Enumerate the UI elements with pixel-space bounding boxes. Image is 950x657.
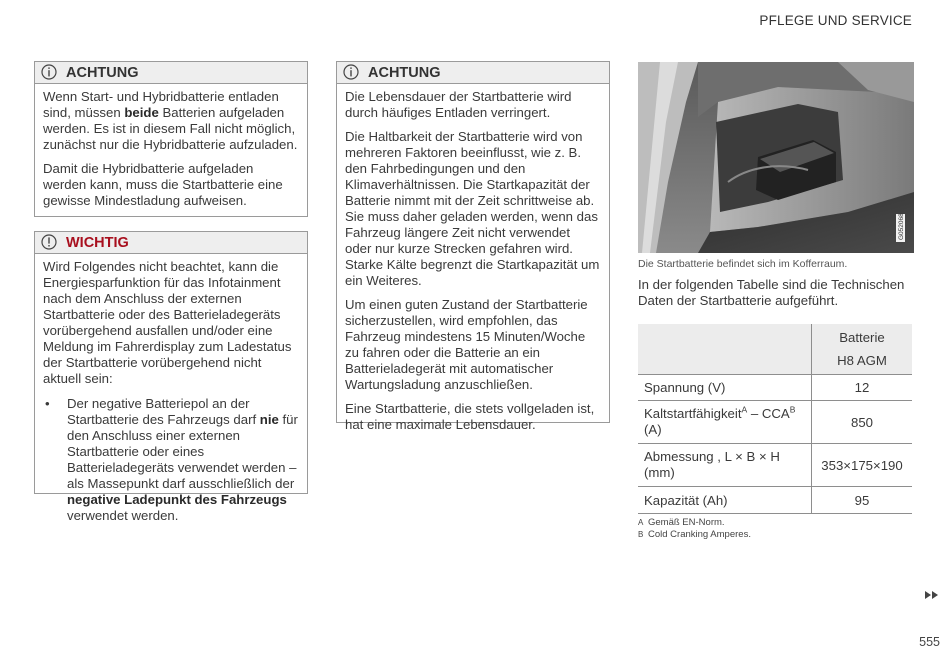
wichtig-title: WICHTIG: [66, 235, 129, 251]
table-row: Kaltstartfähigkeit$^A$ – $CCA^B$ (A) 850: [638, 401, 912, 444]
paragraph: Damit die Hybridbatterie aufgeladen werden kann, muss die Startbatterie eine gewisse Mindestladung aufweisen.: [43, 161, 283, 208]
paragraph: Eine Startbatterie, die stets vollgeladen ist, hat eine maximale Lebensdauer.: [345, 401, 595, 432]
footnote: A Gemäß EN-Norm.: [638, 517, 725, 528]
achtung-box-1-body: [35, 84, 307, 209]
trunk-battery-photo: [638, 62, 914, 253]
battery-spec-table: [638, 324, 912, 514]
list-item: • Der negative Batteriepol an der Startbatterie des Fahrzeugs darf nie für den Anschluss einer externen Startbatterie oder eines Batterieladegeräts verwendet werden – als Massepunkt darf ausschließlich der negative Ladepunkt des Fahrzeugs verwendet werden.: [45, 396, 298, 523]
paragraph: Die Haltbarkeit der Startbatterie wird von mehreren Faktoren beeinflusst, wie z. B. den Fahrbedingungen und den Klimaverhältnissen. Die Startkapazität der Batterie nimmt mit der Zeit schrittweise ab. Sie muss daher geladen werden, wenn das Fahrzeug längere Zeit nicht verwendet oder nur kurze Strecken gefahren wird. Starke Kälte begrenzt die Startkapazität um ein Weiteres.: [345, 129, 600, 288]
paragraph: Um einen guten Zustand der Startbatterie sicherzustellen, wird empfohlen, das Fahrzeug mindestens 15 Minuten/Woche zu fahren oder die Batterie an ein Batterieladegerät mit automatischer Wartungsladung anzuschließen.: [345, 297, 588, 392]
next-page-icon[interactable]: [924, 589, 940, 601]
wichtig-box: [34, 231, 308, 523]
table-intro: In der folgenden Tabelle sind die Technischen Daten der Startbatterie aufgeführt.: [638, 277, 905, 308]
figure-caption: Die Startbatterie befindet sich im Kofferraum.: [638, 258, 848, 270]
achtung-box-2-header: [337, 62, 609, 84]
section-header: PFLEGE UND SERVICE: [759, 13, 912, 28]
trunk-illustration: [638, 62, 914, 253]
achtung-box-1: [34, 61, 308, 217]
info-icon: [343, 64, 359, 80]
achtung-box-2: [336, 61, 610, 432]
table-header-cell: Batterie H8 AGM: [812, 324, 913, 375]
bullet-icon: •: [45, 396, 50, 411]
achtung-box-1-header: [35, 62, 307, 84]
info-icon: [41, 64, 57, 80]
paragraph: Wird Folgendes nicht beachtet, kann die Energiesparfunktion für das Infotainment nach dem Anschluss der externen Startbatterie oder des Batterieladegeräts vorübergehend ausfallen und/oder eine Meldung im Fahrerdisplay zum Ladestatus der Startbatterie vorübergehend nicht aktuell sein:: [43, 259, 292, 386]
paragraph: Die Lebensdauer der Startbatterie wird durch häufiges Entladen verringert.: [345, 89, 572, 120]
paragraph: Wenn Start- und Hybridbatterie entladen sind, müssen beide Batterien aufgeladen werden. Es ist in diesem Fall nicht möglich, zunächst nur die Hybridbatterie aufzuladen.: [43, 89, 298, 152]
achtung-box-2-body: [337, 84, 609, 433]
achtung-title: ACHTUNG: [368, 65, 441, 81]
table-row: Abmessung , L × B × H (mm) 353×175×190: [638, 444, 912, 487]
page-number: 555: [919, 635, 940, 649]
table-header-row: [638, 324, 912, 375]
table-row: Kapazität (Ah) 95: [638, 487, 912, 514]
table-row: Spannung (V) 12: [638, 375, 912, 401]
achtung-title: ACHTUNG: [66, 65, 139, 81]
wichtig-box-header: [35, 232, 307, 254]
table-header-empty: [638, 324, 812, 375]
info-icon: [41, 234, 57, 250]
wichtig-box-body: [35, 254, 307, 524]
footnote: B Cold Cranking Amperes.: [638, 529, 751, 540]
figure-code: G052068: [898, 213, 905, 240]
